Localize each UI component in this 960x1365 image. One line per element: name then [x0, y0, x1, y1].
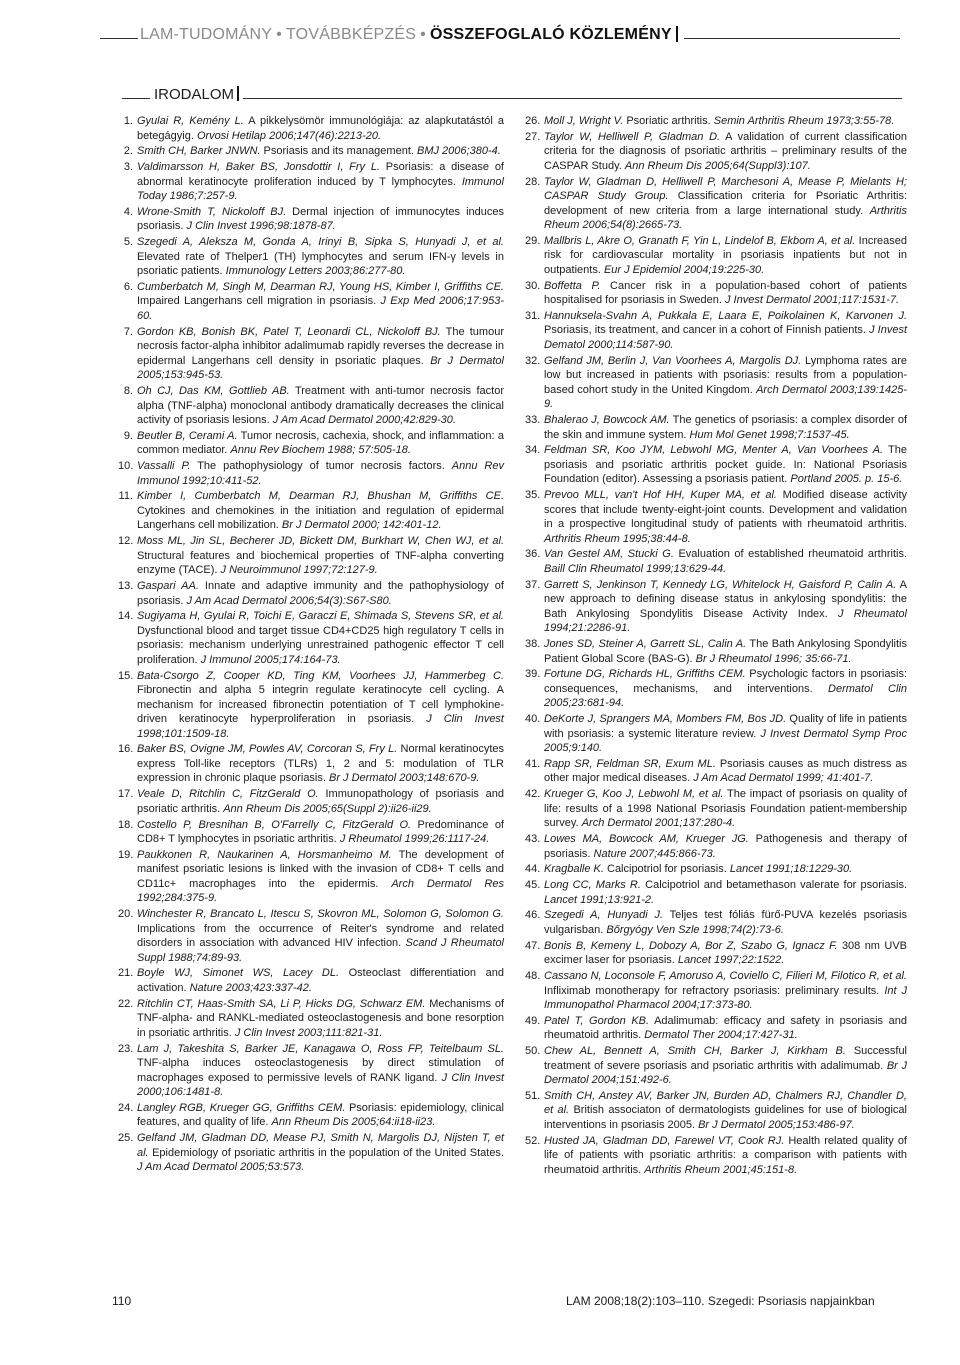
reference-journal: Ann Rheum Dis 2005;65(Suppl 2):ii26-ii29. — [223, 802, 432, 815]
header-text — [138, 26, 684, 44]
reference-item — [118, 114, 504, 143]
reference-number: 23. — [118, 1042, 134, 1055]
reference-number: 44. — [525, 863, 541, 876]
reference-authors: Moll J, Wright V. — [544, 115, 624, 127]
reference-item — [525, 114, 907, 129]
reference-item — [118, 325, 504, 383]
reference-item — [525, 1044, 907, 1088]
reference-journal: J Am Acad Dermatol 2005;53:573. — [137, 1161, 305, 1174]
reference-journal: Arch Dermatol 2003;139:1425-9. — [544, 383, 907, 411]
reference-journal: J Am Acad Dermatol 1999; 41:401-7. — [693, 772, 874, 785]
reference-title: Evaluation of established rheumatoid arthritis. — [673, 548, 907, 561]
reference-title: Pathogenesis and therapy of psoriasis. — [544, 833, 908, 860]
reference-authors: Szegedi A, Aleksza M, Gonda A, Irinyi B, Sipka S, Hunyadi J, et al. — [137, 236, 504, 249]
reference-number: 50. — [525, 1045, 541, 1058]
reference-number: 38. — [525, 638, 541, 651]
references-left-column — [118, 114, 504, 1176]
reference-item — [118, 489, 504, 533]
reference-number: 48. — [525, 970, 541, 983]
reference-authors: Van Gestel AM, Stucki G. — [544, 548, 674, 561]
reference-authors: Oh CJ, Das KM, Gottlieb AB. — [137, 385, 290, 398]
header-separator: • — [420, 26, 426, 43]
reference-title: British associaton of dermatologists guidelines for use of biological interventions in psoriasis 2005. — [544, 1104, 907, 1131]
reference-journal: Br J Dermatol 2000; 142:401-12. — [281, 519, 442, 532]
reference-journal: J Rheumatol 1999;26:1117-24. — [339, 833, 490, 846]
reference-authors: Moss ML, Jin SL, Becherer JD, Bickett DM, Burkhart W, Chen WJ, et al. — [137, 535, 504, 548]
reference-title: Innate and adaptive immunity and the pathophysiology of psoriasis. — [137, 580, 504, 607]
reference-number: 36. — [525, 548, 541, 561]
reference-journal: J Neuroimmunol 1997;72:127-9. — [220, 564, 378, 577]
reference-item — [525, 787, 907, 831]
reference-item — [525, 309, 907, 353]
reference-title: Elevated rate of Thelper1 (TH) lymphocytes and serum IFN-γ levels in psoriatic patients. — [137, 250, 504, 278]
reference-title: Predominance of CD8+ T lymphocytes in psoriatic arthritis. — [137, 818, 504, 846]
reference-number: 16. — [118, 743, 134, 756]
reference-item — [118, 997, 504, 1041]
reference-item — [118, 1042, 504, 1100]
reference-journal: Scand J Rheumatol Suppl 1988;74:89-93. — [137, 937, 505, 964]
reference-authors: Lam J, Takeshita S, Barker JE, Kanagawa O, Ross FP, Teitelbaum SL. — [137, 1042, 504, 1055]
reference-number: 35. — [525, 489, 541, 502]
reference-number: 34. — [525, 444, 541, 457]
reference-authors: Hannuksela-Svahn A, Pukkala E, Laara E, Poikolainen K, Karvonen J. — [544, 309, 907, 322]
reference-item — [118, 1131, 504, 1175]
reference-title: Fibronectin and alpha 5 integrin regulate keratinocyte cell cycling. A mechanism for increased fibronectin potentiation of T cell lymphokine-driven keratinocyte hyperproliferation in psoriasis. — [137, 684, 504, 726]
reference-journal: Eur J Epidemiol 2004;19:225-30. — [603, 263, 765, 276]
reference-title: Psoriatic arthritis. — [623, 115, 714, 127]
reference-title: The development of manifest psoriatic lesions is linked with the invasion of CD8+ T cells and CD11c+ macrophages into the epidermis. — [137, 848, 504, 890]
reference-number: 9. — [123, 429, 133, 442]
reference-journal: Arch Dermatol 2001;137:280-4. — [581, 817, 736, 830]
header-article-type: ÖSSZEFOGLALÓ KÖZLEMÉNY — [429, 26, 672, 43]
reference-item — [525, 354, 907, 412]
reference-journal: Dermatol Ther 2004;17:427-31. — [644, 1029, 798, 1042]
reference-journal: Br J Dermatol 2004;151:492-6. — [544, 1059, 907, 1087]
reference-item — [525, 130, 907, 174]
reference-journal: Portland 2005. p. 15-6. — [790, 473, 903, 486]
reference-authors: Smith CH, Anstey AV, Barker JN, Burden AD, Chalmers RJ, Chandler D, et al. — [544, 1089, 907, 1117]
reference-number: 3. — [123, 161, 133, 174]
reference-title: Psoriasis and its management. — [260, 145, 417, 158]
reference-journal: J Clin Invest 1996;98:1878-87. — [186, 220, 336, 233]
reference-authors: Prevoo MLL, van't Hof HH, Kuper MA, et al. — [544, 489, 777, 502]
reference-authors: Szegedi A, Hunyadi J. — [544, 909, 664, 922]
reference-authors: Sugiyama H, Gyulai R, Toichi E, Garaczi E, Shimada S, Stevens SR, et al. — [137, 610, 504, 623]
reference-title: Adalimumab: efficacy and safety in psoriasis and rheumatoid arthritis. — [544, 1014, 907, 1042]
reference-item — [525, 443, 907, 487]
reference-title: The Bath Ankylosing Spondylitis Patient Global Score (BAS-G). — [544, 638, 907, 665]
reference-number: 13. — [118, 580, 134, 593]
reference-journal: Arthritis Rheum 2001;45:151-8. — [644, 1163, 798, 1176]
reference-authors: Rapp SR, Feldman SR, Exum ML. — [544, 757, 716, 770]
reference-title: Psychologic factors in psoriasis: consequences, mechanisms, and interventions. — [544, 668, 907, 695]
reference-item — [525, 578, 907, 636]
reference-journal: J Invest Dematol 2000;114:587-90. — [544, 324, 908, 351]
reference-number: 26. — [525, 115, 541, 127]
reference-authors: Taylor W, Gladman D, Helliwell P, Marchesoni A, Mease P, Mielants H; CASPAR Study Group. — [544, 175, 907, 203]
reference-authors: Gyulai R, Kemény L. — [137, 115, 244, 127]
reference-authors: Garrett S, Jenkinson T, Kennedy LG, Whitelock H, Gaisford P, Calin A. — [544, 578, 897, 591]
reference-authors: Kimber I, Cumberbatch M, Dearman RJ, Bhushan M, Griffiths CE. — [137, 490, 504, 503]
reference-journal: Arch Dermatol Res 1992;284:375-9. — [137, 877, 504, 905]
reference-number: 5. — [123, 236, 133, 249]
reference-item — [525, 969, 907, 1013]
reference-title: Treatment with anti-tumor necrosis factor alpha (TNF-alpha) monoclonal antibody dramatically decreases the clinical activity of psoriasis lesions. — [137, 385, 504, 427]
reference-title: Cancer risk in a population-based cohort of patients hospitalised for psoriasis in Sweden. — [544, 279, 907, 307]
references-section-heading — [122, 86, 902, 108]
reference-authors: Fortune DG, Richards HL, Griffiths CEM. — [544, 668, 746, 681]
reference-journal: J Exp Med 2006;17:953-60. — [137, 295, 505, 322]
reference-authors: Taylor W, Helliwell P, Gladman D. — [544, 130, 721, 143]
reference-item — [525, 667, 907, 711]
reference-journal: J Immunol 2005;174:164-73. — [200, 653, 341, 666]
reference-title: Calcipotriol and betamethason valerate for psoriasis. — [640, 879, 907, 892]
reference-journal: Br J Rheumatol 1996; 35:66-71. — [695, 652, 852, 665]
reference-journal: Ann Rheum Dis 2005;64(Suppl3):107. — [624, 159, 811, 172]
reference-item — [118, 669, 504, 742]
page-number: 110 — [112, 1294, 132, 1308]
reference-authors: Chew AL, Bennett A, Smith CH, Barker J, Kirkham B. — [544, 1045, 846, 1058]
header-separator: • — [276, 26, 282, 43]
reference-item — [525, 1134, 907, 1178]
reference-journal: Semin Arthritis Rheum 1973;3:55-78. — [713, 115, 895, 127]
reference-authors: Beutler B, Cerami A. — [137, 429, 238, 442]
reference-item — [525, 234, 907, 278]
reference-item — [525, 175, 907, 233]
reference-number: 21. — [118, 967, 134, 980]
reference-title: Infliximab monotherapy for refractory psoriasis: preliminary results. — [544, 984, 885, 997]
reference-title: The tumour necrosis factor-alpha inhibitor adalimumab rapidly reverses the decrease in epidermal Langerhans cell density in psoriatic plaques. — [137, 325, 504, 367]
reference-title: Modified disease activity scores that include twenty-eight-joint counts. Development and validation in a prospective longitudinal study of patients with rheumatoid arthritis. — [544, 489, 907, 531]
reference-authors: Valdimarsson H, Baker BS, Jonsdottir I, Fry L. — [137, 161, 380, 174]
reference-title: Classification criteria for Psoriatic Arthritis: development of new criteria from a large international study. — [544, 190, 907, 217]
reference-item — [118, 742, 504, 786]
reference-authors: Mallbris L, Akre O, Granath F, Yin L, Lindelof B, Ekbom A, et al. — [544, 234, 856, 247]
reference-item — [118, 818, 504, 847]
reference-journal: Ann Rheum Dis 2005;64:ii18-ii23. — [271, 1116, 436, 1129]
reference-item — [118, 205, 504, 234]
reference-journal: J Invest Dermatol 2001;117:1531-7. — [724, 294, 900, 307]
reference-item — [118, 907, 504, 965]
reference-number: 47. — [525, 939, 541, 952]
reference-title: Implications from the occurrence of Reiter's syndrome and related disorders in association with advanced HIV infection. — [137, 922, 504, 950]
reference-number: 29. — [525, 234, 541, 247]
reference-authors: Boffetta P. — [544, 279, 601, 292]
reference-number: 24. — [118, 1101, 134, 1114]
reference-number: 39. — [525, 668, 541, 681]
reference-authors: Boyle WJ, Simonet WS, Lacey DL. — [137, 967, 340, 980]
reference-journal: J Clin Invest 1998;101:1509-18. — [137, 713, 504, 740]
reference-number: 1. — [123, 115, 133, 127]
reference-title: Psoriasis: a disease of abnormal keratinocyte proliferation induced by T lymphocytes. — [137, 161, 504, 188]
reference-title: The pathophysiology of tumor necrosis factors. — [190, 460, 452, 473]
reference-item — [525, 757, 907, 786]
reference-number: 25. — [118, 1132, 134, 1145]
reference-journal: Annu Rev Immunol 1992;10:411-52. — [137, 460, 504, 487]
reference-number: 8. — [123, 385, 133, 398]
reference-item — [118, 1101, 504, 1130]
reference-journal: J Rheumatol 1994;21:2286-91. — [544, 607, 907, 635]
reference-journal: Annu Rev Biochem 1988; 57:505-18. — [230, 444, 411, 457]
reference-number: 43. — [525, 833, 541, 846]
reference-title: Psoriasis, its treatment, and cancer in a cohort of Finnish patients. — [544, 324, 870, 337]
reference-journal: J Clin Invest 2003;111:821-31. — [234, 1026, 383, 1039]
reference-title: Immunopathology of psoriasis and psoriatic arthritis. — [137, 788, 504, 815]
reference-authors: Cumberbatch M, Singh M, Dearman RJ, Young HS, Kimber I, Griffiths CE. — [137, 280, 504, 293]
header-category-lam-tudomany: LAM-TUDOMÁNY — [140, 26, 273, 43]
reference-title: The psoriasis and psoriatic arthritis pocket guide. In: National Psoriasis Foundation (editor). Assessing a psoriasis patient. — [544, 444, 908, 486]
reference-journal: Arthritis Rheum 2006;54(8):2665-73. — [544, 204, 907, 232]
reference-authors: Bhalerao J, Bowcock AM. — [544, 414, 670, 427]
reference-number: 22. — [118, 997, 134, 1010]
reference-authors: Ritchlin CT, Haas-Smith SA, Li P, Hicks DG, Schwarz EM. — [137, 997, 426, 1010]
reference-journal: Br J Dermatol 2003;148:670-9. — [329, 772, 480, 785]
reference-item — [525, 939, 907, 968]
reference-title: Mechanisms of TNF-alpha- and RANKL-mediated osteoclastogenesis and bone resorption in psoriatic arthritis. — [137, 997, 504, 1039]
reference-authors: Husted JA, Gladman DD, Farewel VT, Cook RJ. — [544, 1134, 785, 1147]
reference-number: 4. — [123, 205, 133, 218]
reference-item — [525, 862, 907, 877]
reference-authors: Langley RGB, Krueger GG, Griffiths CEM. — [137, 1101, 346, 1114]
reference-title: Psoriasis: epidemiology, clinical features, and quality of life. — [137, 1101, 504, 1129]
reference-item — [525, 908, 907, 937]
reference-authors: Costello P, Bresnihan B, O'Farrelly C, FitzGerald O. — [137, 818, 412, 831]
reference-journal: Arthritis Rheum 1995;38:44-8. — [544, 532, 691, 545]
reference-item — [525, 547, 907, 576]
reference-authors: Kragballe K. — [544, 863, 604, 876]
reference-item — [525, 878, 907, 907]
footer-journal-info: LAM 2008;18(2):103–110. Szegedi: Psoriasis napjainkban — [566, 1294, 875, 1308]
reference-number: 41. — [525, 757, 541, 770]
reference-title: Psoriasis causes as much distress as other major medical diseases. — [544, 757, 907, 785]
reference-authors: Feldman SR, Koo JYM, Lebwohl MG, Menter A, Van Voorhees A. — [544, 444, 884, 457]
reference-authors: Patel T, Gordon KB. — [544, 1014, 650, 1027]
reference-item — [118, 160, 504, 204]
reference-title: The impact of psoriasis on quality of life: results of a 1998 National Psoriasis Foundation patient-membership survey. — [544, 788, 907, 830]
reference-item — [525, 637, 907, 666]
reference-journal: Bőrgyógy Ven Szle 1998;74(2):73-6. — [606, 923, 784, 936]
section-title-wrap — [150, 86, 243, 103]
reference-journal: Hum Mol Genet 1998;7:1537-45. — [689, 428, 850, 441]
reference-number: 20. — [118, 908, 134, 921]
reference-item — [525, 279, 907, 308]
reference-title: Epidemiology of psoriatic arthritis in the population of the United States. — [148, 1146, 504, 1159]
reference-number: 32. — [525, 354, 541, 367]
reference-authors: DeKorte J, Sprangers MA, Mombers FM, Bos JD. — [544, 713, 787, 726]
header-end-bar — [676, 26, 678, 42]
reference-number: 10. — [118, 460, 134, 473]
reference-number: 33. — [525, 414, 541, 427]
reference-item — [118, 848, 504, 906]
section-title: IRODALOM — [154, 86, 235, 103]
reference-number: 45. — [525, 879, 541, 892]
reference-title: Teljes test fóliás fürő-PUVA kezelés psoriasis vulgarisban. — [544, 909, 907, 936]
reference-authors: Baker BS, Ovigne JM, Powles AV, Corcoran S, Fry L. — [137, 743, 398, 756]
reference-title: TNF-alpha induces osteoclastogenesis by direct stimulation of macrophages exposed to permissive levels of RANK ligand. — [137, 1057, 504, 1084]
reference-number: 40. — [525, 713, 541, 726]
reference-number: 19. — [118, 848, 134, 861]
reference-authors: Gordon KB, Bonish BK, Patel T, Leonardi CL, Nickoloff BJ. — [137, 325, 441, 338]
references-right-column — [525, 114, 907, 1179]
reference-title: Lymphoma rates are low but increased in patients with psoriasis: results from a population-based cohort study in the United Kingdom. — [544, 354, 907, 396]
reference-item — [118, 429, 504, 458]
reference-number: 7. — [123, 325, 133, 338]
reference-number: 18. — [118, 818, 134, 831]
reference-authors: Cassano N, Loconsole F, Amoruso A, Coviello C, Filieri M, Filotico R, et al. — [544, 970, 907, 983]
running-header — [100, 24, 900, 50]
reference-title: 308 nm UVB excimer laser for psoriasis. — [544, 939, 907, 967]
reference-number: 17. — [118, 788, 134, 801]
reference-title: The genetics of psoriasis: a complex disorder of the skin and immune system. — [544, 414, 907, 441]
reference-title: Successful treatment of severe psoriasis and psoriatic arthritis with adalimumab. — [544, 1045, 908, 1072]
reference-authors: Wrone-Smith T, Nickoloff BJ. — [137, 205, 287, 218]
reference-title: Health related quality of life of patients with psoriatic arthritis: a comparison with patients with rheumatoid arthritis. — [544, 1134, 907, 1176]
reference-journal: Nature 2003;423:337-42. — [189, 981, 312, 994]
reference-item — [118, 384, 504, 428]
reference-item — [118, 235, 504, 279]
reference-number: 46. — [525, 909, 541, 922]
reference-journal: J Am Acad Dermatol 2000;42:829-30. — [272, 414, 456, 427]
reference-title: A pikkelysömör immunológiája: az alapkutatástól a betegágyig. — [137, 115, 505, 142]
reference-item — [118, 144, 504, 159]
reference-authors: Gelfand JM, Berlin J, Van Voorhees A, Margolis DJ. — [544, 354, 802, 367]
reference-number: 31. — [525, 309, 541, 322]
reference-authors: Lowes MA, Bowcock AM, Krueger JG. — [544, 833, 749, 846]
reference-journal: Br J Dermatol 2005;153:945-53. — [137, 354, 504, 382]
reference-title: Osteoclast differentiation and activation. — [137, 967, 504, 994]
reference-journal: Orvosi Hetilap 2006;147(46):2213-20. — [196, 129, 381, 142]
reference-authors: Gaspari AA. — [137, 580, 199, 593]
reference-title: Structural features and biochemical properties of TNF-alpha converting enzyme (TACE). — [137, 549, 504, 577]
reference-authors: Long CC, Marks R. — [544, 879, 641, 892]
reference-item — [118, 534, 504, 578]
reference-number: 52. — [525, 1134, 541, 1147]
reference-journal: J Am Acad Dermatol 2006;54(3):S67-S80. — [186, 594, 392, 607]
reference-title: Dysfunctional blood and target tissue CD4+CD25 high regulatory T cells in psoriasis: mechanism underlying unrestrained pathogenic effector T cell proliferation. — [137, 624, 504, 666]
reference-number: 51. — [525, 1089, 541, 1102]
reference-number: 11. — [118, 490, 133, 503]
reference-authors: Paukkonen R, Naukarinen A, Horsmanheimo M. — [137, 848, 392, 861]
reference-number: 42. — [525, 788, 541, 801]
reference-title: Calcipotriol for psoriasis. — [603, 863, 730, 876]
reference-title: A validation of current classification criteria for the diagnosis of psoriatic arthritis – preliminary results of the CASPAR Study. — [544, 130, 907, 172]
reference-journal: Lancet 1991;18:1229-30. — [729, 863, 853, 876]
reference-number: 49. — [525, 1014, 541, 1027]
page-footer — [0, 1294, 960, 1314]
reference-journal: Immunol Today 1986;7:257-9. — [137, 175, 504, 203]
reference-title: Increased risk for cardiovascular mortality in psoriasis inpatients but not in outpatients. — [544, 234, 907, 276]
reference-journal: Lancet 1991;13:921-2. — [544, 893, 655, 906]
reference-authors: Krueger G, Koo J, Lebwohl M, et al. — [544, 788, 724, 801]
reference-journal: J Invest Dermatol Symp Proc 2005;9:140. — [544, 727, 907, 755]
reference-authors: Bata-Csorgo Z, Cooper KD, Ting KM, Voorhees JJ, Hammerbeg C. — [137, 669, 504, 682]
reference-number: 37. — [525, 578, 541, 591]
header-category-tovabbkepzes: TOVÁBBKÉPZÉS — [286, 26, 417, 43]
reference-item — [118, 609, 504, 667]
reference-item — [525, 1014, 907, 1043]
reference-journal: BMJ 2006;380-4. — [417, 145, 501, 158]
reference-title: Normal keratinocytes express Toll-like receptors (TLRs) 1, 2 and 5: modulation of TLR expression in chronic plaque psoriasis. — [137, 743, 505, 785]
section-end-bar — [237, 86, 239, 101]
reference-journal: Dermatol Clin 2005;23:681-94. — [544, 682, 907, 710]
reference-number: 12. — [118, 535, 134, 548]
reference-number: 28. — [525, 175, 541, 188]
reference-journal: Immunology Letters 2003;86:277-80. — [225, 265, 406, 278]
reference-authors: Bonis B, Kemeny L, Dobozy A, Bor Z, Szabo G, Ignacz F. — [544, 939, 838, 952]
reference-number: 14. — [118, 610, 134, 623]
reference-item — [525, 1089, 907, 1133]
reference-number: 27. — [525, 130, 541, 143]
reference-title: Tumor necrosis, cachexia, shock, and inflammation: a common mediator. — [137, 429, 504, 457]
reference-authors: Gelfand JM, Gladman DD, Mease PJ, Smith N, Margolis DJ, Nijsten T, et al. — [137, 1132, 504, 1159]
reference-title: Impaired Langerhans cell migration in psoriasis. — [137, 295, 381, 308]
reference-authors: Winchester R, Brancato L, Itescu S, Skovron ML, Solomon G, Solomon G. — [137, 908, 504, 921]
reference-item — [118, 459, 504, 488]
reference-title: Cytokines and chemokines in the initiation and regulation of epidermal Langerhans cell mobilization. — [137, 504, 504, 532]
reference-journal: J Clin Invest 2000;106:1481-8. — [137, 1071, 504, 1099]
reference-item — [118, 966, 504, 995]
reference-number: 2. — [123, 145, 133, 158]
reference-item — [525, 413, 907, 442]
reference-journal: Br J Dermatol 2005;153:486-97. — [698, 1118, 855, 1131]
reference-authors: Jones SD, Steiner A, Garrett SL, Calin A. — [544, 638, 747, 651]
reference-authors: Vassalli P. — [137, 460, 191, 473]
reference-journal: Baill Clin Rheumatol 1999;13:629-44. — [544, 562, 727, 575]
reference-number: 6. — [123, 280, 133, 293]
reference-item — [118, 787, 504, 816]
reference-journal: Nature 2007;445:866-73. — [593, 847, 716, 860]
reference-title: Quality of life in patients with psoriasis: a systemic literature review. — [544, 713, 907, 740]
reference-authors: Smith CH, Barker JNWN. — [137, 145, 261, 158]
reference-authors: Veale D, Ritchlin C, FitzGerald O. — [137, 788, 319, 801]
reference-number: 30. — [525, 279, 541, 292]
reference-item — [525, 712, 907, 756]
reference-title: A new approach to defining disease status in ankylosing spondylitis: the Bath Ankylosing Spondylitis Disease Activity Index. — [544, 578, 907, 620]
reference-item — [525, 488, 907, 546]
reference-number: 15. — [118, 669, 134, 682]
reference-journal: Lancet 1997;22:1522. — [677, 954, 785, 967]
reference-item — [525, 832, 907, 861]
reference-title: Dermal injection of immunocytes induces psoriasis. — [137, 205, 504, 233]
reference-item — [118, 579, 504, 608]
reference-journal: Int J Immunopathol Pharmacol 2004;17:373-80. — [544, 984, 907, 1012]
reference-item — [118, 280, 504, 324]
